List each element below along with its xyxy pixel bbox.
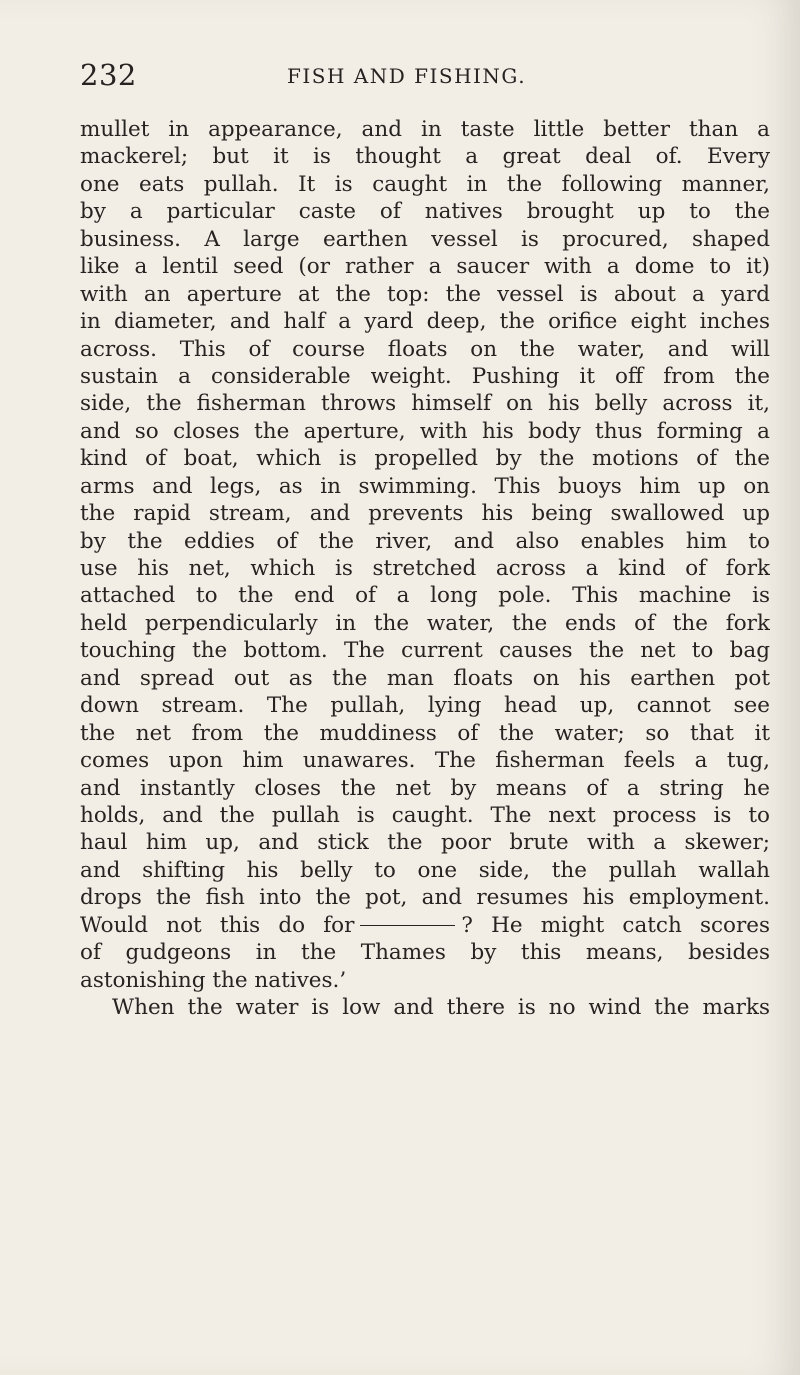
text-line: use his net, which is stretched across a kind of fork xyxy=(80,556,770,581)
text-line: sustain a considerable weight. Pushing it off from the xyxy=(80,363,770,389)
text-line: side, the fisherman throws himself on his belly across it, xyxy=(80,391,770,417)
text-line: and spread out as the man floats on his earthen pot xyxy=(80,665,770,691)
text-line: mackerel; but it is thought a great deal of. Every xyxy=(80,144,770,170)
text-line: like a lentil seed (or rather a saucer with a dome to it) xyxy=(80,254,770,280)
text-line: of gudgeons in the Thames by this means, besides xyxy=(80,940,770,966)
text-line: arms and legs, as in swimming. This buoys him up on xyxy=(80,473,770,499)
text-line-new-paragraph: When the water is low and there is no wind the marks xyxy=(112,995,770,1020)
text-line: the rapid stream, and prevents his being swallowed up xyxy=(80,501,770,527)
text-line: by a particular caste of natives brought up to the xyxy=(80,199,770,225)
text-line: one eats pullah. It is caught in the following manner, xyxy=(80,171,770,197)
text-line: across. This of course floats on the water, and will xyxy=(80,336,770,362)
text-line: attached to the end of a long pole. This machine is xyxy=(80,583,770,609)
text-line: kind of boat, which is propelled by the motions of the xyxy=(80,446,770,472)
text-line: haul him up, and stick the poor brute with a skewer; xyxy=(80,830,770,856)
text-line: in diameter, and half a yard deep, the orifice eight inches xyxy=(80,309,770,335)
text-line: mullet in appearance, and in taste little better than a xyxy=(80,117,770,142)
text-line: comes upon him unawares. The fisherman feels a tug, xyxy=(80,748,770,774)
text-line: and instantly closes the net by means of a string he xyxy=(80,775,770,801)
text-line: drops the fish into the pot, and resumes his employment. xyxy=(80,885,770,911)
text-line: astonishing the natives.’ xyxy=(80,967,347,993)
text-line: business. A large earthen vessel is procured, shaped xyxy=(80,226,770,252)
text-line: the net from the muddiness of the water; so that it xyxy=(80,720,770,746)
text-line: with an aperture at the top: the vessel is about a yard xyxy=(80,281,770,307)
text-line: held perpendicularly in the water, the ends of the fork xyxy=(80,610,770,636)
page-number: 232 xyxy=(80,58,137,92)
text-line-with-dash xyxy=(80,912,770,939)
body-text xyxy=(80,116,770,1021)
text-line: down stream. The pullah, lying head up, cannot see xyxy=(80,693,770,719)
text-line: holds, and the pullah is caught. The next process is to xyxy=(80,802,770,828)
text-line: and so closes the aperture, with his body thus forming a xyxy=(80,418,770,444)
text-line: and shifting his belly to one side, the pullah wallah xyxy=(80,857,770,883)
text-line: touching the bottom. The current causes the net to bag xyxy=(80,638,770,664)
text-line: by the eddies of the river, and also enables him to xyxy=(80,528,770,554)
running-head: FISH AND FISHING. xyxy=(287,64,527,88)
dash-line-before: Would not this do for xyxy=(80,912,355,938)
em-dash-rule xyxy=(360,925,455,926)
page-header xyxy=(80,58,770,98)
dash-line-after: ? He might catch scores xyxy=(461,912,770,938)
